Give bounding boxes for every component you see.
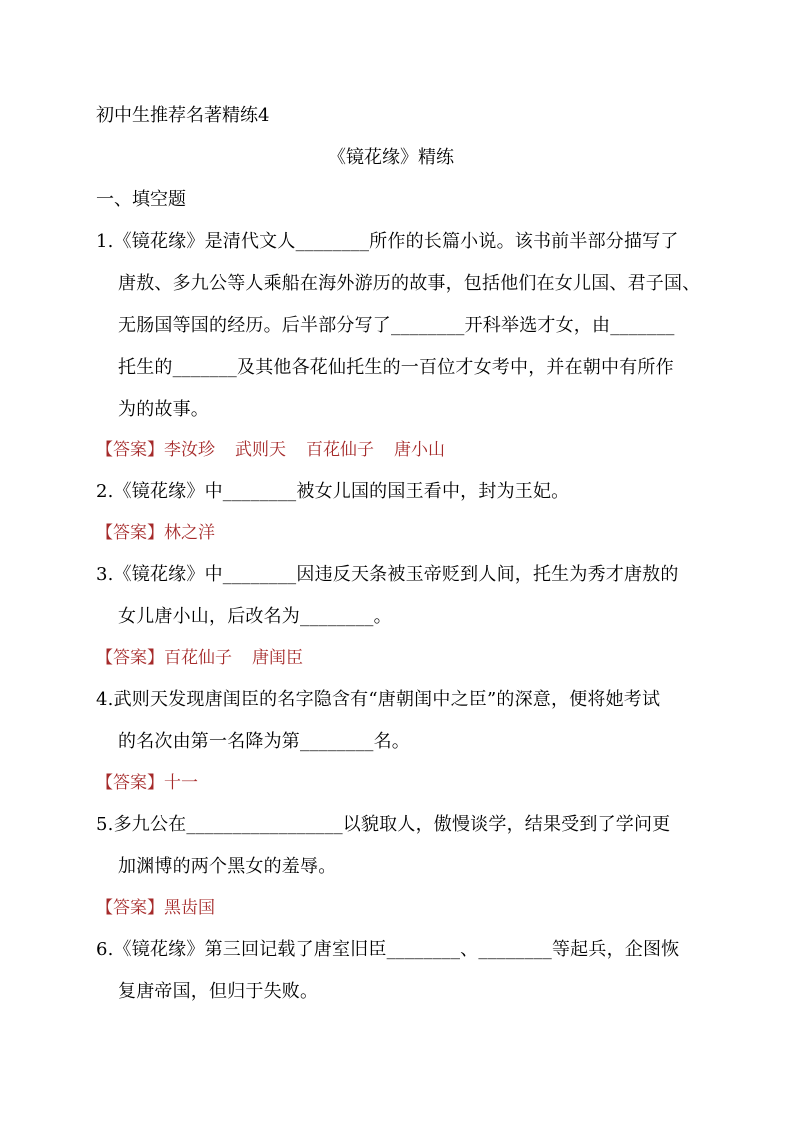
answer-item: 李汝珍: [164, 440, 215, 460]
answer-item: 黑齿国: [164, 898, 215, 918]
answer-item: 林之洋: [164, 523, 215, 543]
question-text-line: 女儿唐小山，后改名为________。: [118, 606, 392, 627]
question-text-line: 的名次由第一名降为第________名。: [118, 731, 410, 752]
answer-line: [96, 771, 218, 795]
question-text-line: 托生的_______及其他各花仙托生的一百位才女考中，并在朝中有所作: [118, 357, 674, 378]
answer-item: 百花仙子: [306, 440, 374, 460]
answer-item: 百花仙子: [164, 648, 232, 668]
question-text-line: 为的故事。: [118, 399, 209, 420]
question-text-line: 6.《镜花缘》第三回记载了唐室旧臣________、________等起兵，企图恢: [96, 939, 680, 960]
question-text-line: 5.多九公在_________________以貌取人，傲慢谈学，结果受到了学问更: [96, 814, 671, 835]
answer-line: [96, 896, 235, 920]
doc-title: 《镜花缘》精练: [328, 147, 454, 168]
answer-label: 【答案】: [96, 523, 164, 543]
answer-label: 【答案】: [96, 773, 164, 793]
header-title: 初中生推荐名著精练4: [96, 105, 270, 126]
question-text-line: 唐敖、多九公等人乘船在海外游历的故事，包括他们在女儿国、君子国、: [118, 273, 701, 294]
question-text-line: 无肠国等国的经历。后半部分写了________开科举选才女，由_______: [118, 315, 675, 336]
question-text-line: 1.《镜花缘》是清代文人________所作的长篇小说。该书前半部分描写了: [96, 231, 679, 252]
answer-line: [96, 646, 323, 670]
answer-line: [96, 521, 235, 545]
answer-item: 十一: [164, 773, 198, 793]
answer-item: 武则天: [235, 440, 286, 460]
answer-item: 唐小山: [394, 440, 445, 460]
answer-label: 【答案】: [96, 648, 164, 668]
answer-label: 【答案】: [96, 898, 164, 918]
question-text-line: 3.《镜花缘》中________因违反天条被玉帝贬到人间，托生为秀才唐敖的: [96, 564, 679, 585]
answer-label: 【答案】: [96, 440, 164, 460]
question-text-line: 加渊博的两个黑女的羞辱。: [118, 856, 337, 877]
question-text-line: 2.《镜花缘》中________被女儿国的国王看中，封为王妃。: [96, 481, 570, 502]
question-text-line: 4.武则天发现唐闺臣的名字隐含有“唐朝闺中之臣”的深意，便将她考试: [96, 689, 661, 710]
question-text-line: 复唐帝国，但归于失败。: [118, 981, 319, 1002]
answer-item: 唐闺臣: [252, 648, 303, 668]
section-heading: 一、填空题: [96, 189, 186, 210]
answer-line: [96, 438, 465, 462]
